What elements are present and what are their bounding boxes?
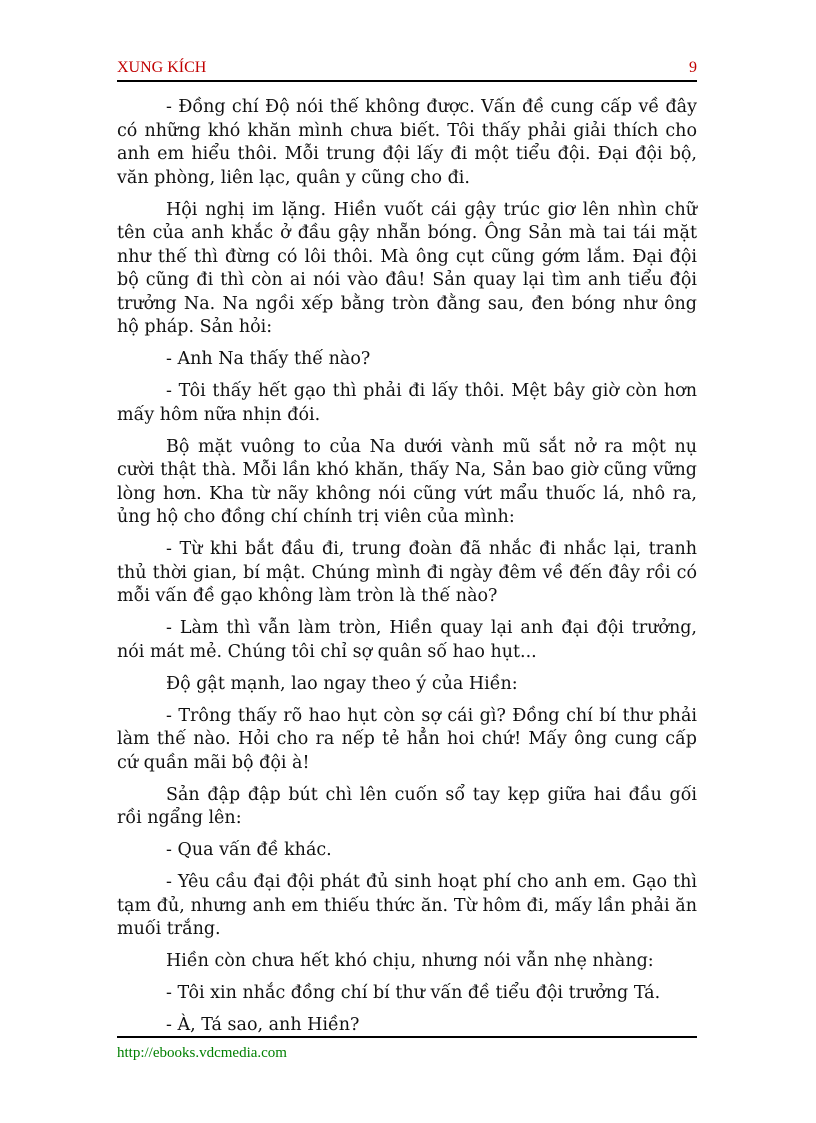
paragraph: Bộ mặt vuông to của Na dưới vành mũ sắt nở ra một nụ cười thật thà. Mỗi lần khó khăn, thấy Na, Sản bao giờ cũng vững lòng hơn. Kha từ nãy không nói cũng vứt mẩu thuốc lá, nhô ra, ủng hộ cho đồng chí chính trị viên của mình: <box>117 436 697 527</box>
paragraph: - Trông thấy rõ hao hụt còn sợ cái gì? Đồng chí bí thư phải làm thế nào. Hỏi cho ra nếp tẻ hẳn hoi chứ! Mấy ông cung cấp cứ quần mãi bộ đội à! <box>117 705 697 773</box>
page-number: 9 <box>689 59 697 76</box>
paragraph: - À, Tá sao, anh Hiền? <box>166 1015 360 1035</box>
paragraph: - Tôi thấy hết gạo thì phải đi lấy thôi. Mệt bây giờ còn hơn mấy hôm nữa nhịn đói. <box>117 381 697 425</box>
footer-url[interactable]: http://ebooks.vdcmedia.com <box>117 1045 287 1061</box>
paragraph: - Yêu cầu đại đội phát đủ sinh hoạt phí cho anh em. Gạo thì tạm đủ, nhưng anh em thiếu thức ăn. Từ hôm đi, mấy lần phải ăn muối trắng. <box>117 872 697 939</box>
paragraph: - Đồng chí Độ nói thế không được. Vấn đề cung cấp về đây có những khó khăn mình chưa biết. Tôi thấy phải giải thích cho anh em hiểu thôi. Mỗi trung đội lấy đi một tiểu đội. Đại đội bộ, văn phòng, liên lạc, quân y cũng cho đi. <box>117 97 697 188</box>
footer-divider <box>117 1036 697 1038</box>
book-title: XUNG KÍCH <box>117 59 207 76</box>
header-divider <box>117 80 697 82</box>
body-text <box>117 96 697 1046</box>
paragraph: Hiền còn chưa hết khó chịu, nhưng nói vẫn nhẹ nhàng: <box>166 951 654 971</box>
paragraph: - Qua vấn đề khác. <box>166 840 332 860</box>
paragraph: - Anh Na thấy thế nào? <box>166 349 371 369</box>
paragraph: - Từ khi bắt đầu đi, trung đoàn đã nhắc đi nhắc lại, tranh thủ thời gian, bí mật. Chúng mình đi ngày đêm về đến đây rồi có mỗi vấn đề gạo không làm tròn là thế nào? <box>117 539 697 606</box>
page-header <box>117 58 697 78</box>
paragraph: - Tôi xin nhắc đồng chí bí thư vấn đề tiểu đội trưởng Tá. <box>166 983 661 1003</box>
paragraph: Độ gật mạnh, lao ngay theo ý của Hiền: <box>166 673 518 694</box>
paragraph: - Làm thì vẫn làm tròn, Hiền quay lại anh đại đội trưởng, nói mát mẻ. Chúng tôi chỉ sợ quân số hao hụt... <box>117 618 697 662</box>
paragraph: Hội nghị im lặng. Hiền vuốt cái gậy trúc giơ lên nhìn chữ tên của anh khắc ở đầu gậy nhẵn bóng. Ông Sản mà tai tái mặt như thế thì đừng có lôi thôi. Mà ông cụt cũng gớm lắm. Đại đội bộ cũng đi thì còn ai nói vào đâu! Sản quay lại tìm anh tiểu đội trưởng Na. Na ngồi xếp bằng tròn đằng sau, đen bóng như ông hộ pháp. Sản hỏi: <box>117 199 697 337</box>
paragraph: Sản đập đập bút chì lên cuốn sổ tay kẹp giữa hai đầu gối rồi ngẩng lên: <box>117 784 697 828</box>
